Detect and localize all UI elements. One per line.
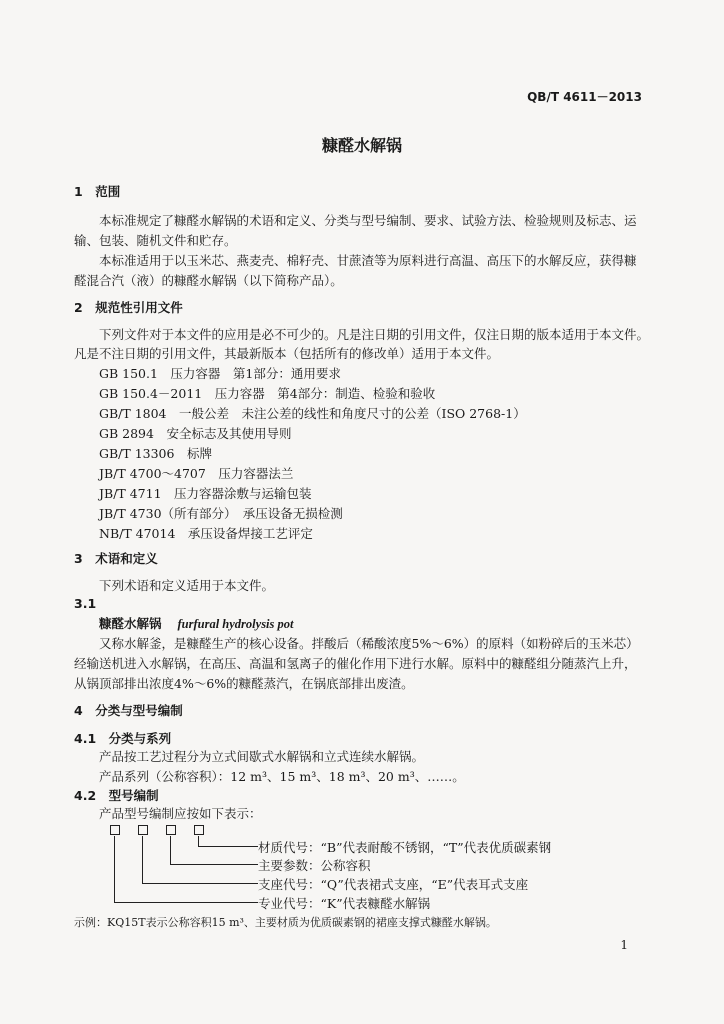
clause-4-1-para-1: 产品按工艺过程分为立式间歇式水解锅和立式连续水解锅。 xyxy=(99,749,425,764)
reference-item: JB/T 4730（所有部分） 承压设备无损检测 xyxy=(99,506,343,521)
section-1-para-1-line-1: 本标准规定了糠醛水解锅的术语和定义、分类与型号编制、要求、试验方法、检验规则及标志、运 xyxy=(99,213,637,228)
term-definition-line-2: 经输送机进入水解锅，在高压、高温和氢离子的催化作用下进行水解。原料中的糠醛组分随蒸汽上升， xyxy=(74,656,637,671)
term-entry xyxy=(99,614,294,632)
code-box xyxy=(194,825,204,835)
legend-material-code: 材质代号：“B”代表耐酸不锈钢，“T”代表优质碳素钢 xyxy=(258,840,552,855)
legend-specialty-code: 专业代号：“K”代表糠醛水解锅 xyxy=(258,896,431,911)
term-definition-line-3: 从锅顶部排出浓度4%～6%的糠醛蒸汽，在锅底部排出废渣。 xyxy=(74,676,414,691)
reference-item: JB/T 4711 压力容器涂敷与运输包装 xyxy=(99,486,312,501)
term-definition-line-1: 又称水解釜，是糠醛生产的核心设备。拌酸后（稀酸浓度5%～6%）的原料（如粉碎后的玉米芯） xyxy=(99,636,639,651)
section-2-heading: 2 规范性引用文件 xyxy=(74,300,183,315)
clause-4-1-heading: 4.1 分类与系列 xyxy=(74,731,172,746)
reference-item: GB/T 13306 标牌 xyxy=(99,446,212,461)
section-3-heading: 3 术语和定义 xyxy=(74,551,158,566)
diagram-line xyxy=(142,883,258,884)
reference-item: NB/T 47014 承压设备焊接工艺评定 xyxy=(99,526,313,541)
code-box xyxy=(110,825,120,835)
section-1-para-2-line-1: 本标准适用于以玉米芯、燕麦壳、棉籽壳、甘蔗渣等为原料进行高温、高压下的水解反应，获得糠 xyxy=(99,253,637,268)
section-1-para-2-line-2: 醛混合汽（液）的糠醛水解锅（以下简称产品）。 xyxy=(74,273,343,288)
diagram-line xyxy=(142,836,143,883)
code-box xyxy=(138,825,148,835)
diagram-line xyxy=(114,836,115,902)
diagram-line xyxy=(170,836,171,864)
section-1-para-1-line-2: 输、包装、随机文件和贮存。 xyxy=(74,233,237,248)
diagram-line xyxy=(198,846,258,847)
reference-item: GB/T 1804 一般公差 未注公差的线性和角度尺寸的公差（ISO 2768-1） xyxy=(99,406,526,421)
clause-3-1-number: 3.1 xyxy=(74,596,97,611)
legend-main-parameter: 主要参数：公称容积 xyxy=(258,858,371,873)
example-note: 示例：KQ15T表示公称容积15 m³、主要材质为优质碳素钢的裙座支撑式糠醛水解锅。 xyxy=(74,916,497,929)
code-box xyxy=(166,825,176,835)
clause-4-2-heading: 4.2 型号编制 xyxy=(74,788,159,803)
term-chinese: 糠醛水解锅 xyxy=(99,616,162,631)
diagram-line xyxy=(170,864,258,865)
clause-4-2-para-1: 产品型号编制应按如下表示： xyxy=(99,806,262,821)
legend-support-code: 支座代号：“Q”代表裙式支座，“E”代表耳式支座 xyxy=(258,877,529,892)
section-2-para-line-1: 下列文件对于本文件的应用是必不可少的。凡是注日期的引用文件，仅注日期的版本适用于本文件。 xyxy=(99,327,650,342)
standard-code: QB/T 4611－2013 xyxy=(527,90,642,104)
document-title: 糠醛水解锅 xyxy=(321,136,402,155)
diagram-line xyxy=(114,902,258,903)
page-number: 1 xyxy=(620,938,628,952)
reference-item: JB/T 4700～4707 压力容器法兰 xyxy=(99,466,294,481)
section-1-heading: 1 范围 xyxy=(74,184,121,199)
clause-4-1-para-2: 产品系列（公称容积）：12 m³、15 m³、18 m³、20 m³、……。 xyxy=(99,769,465,784)
diagram-line xyxy=(198,836,199,846)
reference-item: GB 2894 安全标志及其使用导则 xyxy=(99,426,292,441)
section-3-intro: 下列术语和定义适用于本文件。 xyxy=(99,578,275,593)
section-4-heading: 4 分类与型号编制 xyxy=(74,703,183,718)
reference-item: GB 150.4－2011 压力容器 第4部分：制造、检验和验收 xyxy=(99,386,436,401)
section-2-para-line-2: 凡是不注日期的引用文件，其最新版本（包括所有的修改单）适用于本文件。 xyxy=(74,346,500,361)
reference-item: GB 150.1 压力容器 第1部分：通用要求 xyxy=(99,366,341,381)
term-english: furfural hydrolysis pot xyxy=(177,617,294,631)
